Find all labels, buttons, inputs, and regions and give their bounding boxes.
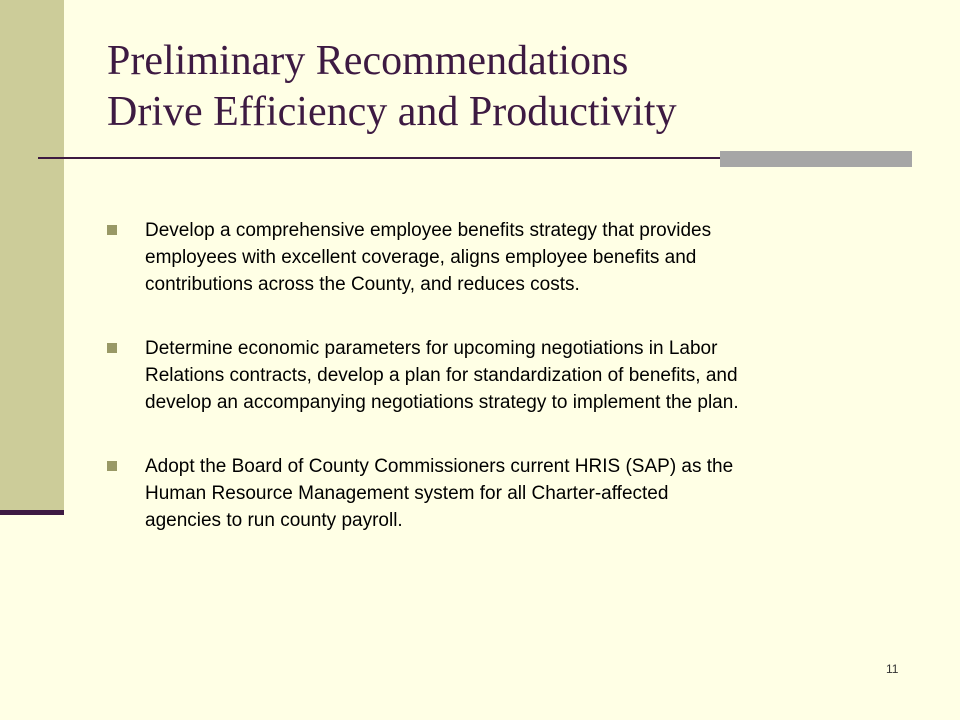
- bullet-line: employees with excellent coverage, aligns employee benefits and: [145, 247, 697, 268]
- bullet-item-benefits-strategy: [107, 217, 907, 298]
- bullet-item-negotiations: [107, 335, 907, 416]
- title-line-2: Drive Efficiency and Productivity: [107, 89, 677, 135]
- bullet-line: agencies to run county payroll.: [145, 510, 403, 531]
- bullet-line: Adopt the Board of County Commissioners current HRIS (SAP) as the: [145, 456, 734, 477]
- square-bullet-icon: [107, 461, 117, 471]
- bullet-item-hris: [107, 453, 907, 534]
- bullet-line: Develop a comprehensive employee benefits strategy that provides: [145, 220, 712, 241]
- bullet-line: Relations contracts, develop a plan for standardization of benefits, and: [145, 365, 738, 386]
- title-line-1: Preliminary Recommendations: [107, 38, 629, 84]
- bullet-line: Human Resource Management system for all Charter-affected: [145, 483, 669, 504]
- square-bullet-icon: [107, 225, 117, 235]
- slide-title: [107, 36, 677, 138]
- left-band-rule: [0, 510, 64, 515]
- bullet-line: develop an accompanying negotiations strategy to implement the plan.: [145, 392, 739, 413]
- page-number: 11: [886, 662, 899, 676]
- left-decorative-band: [0, 0, 64, 512]
- bullet-line: contributions across the County, and reduces costs.: [145, 274, 580, 295]
- bullet-list: [107, 217, 907, 571]
- bullet-line: Determine economic parameters for upcoming negotiations in Labor: [145, 338, 718, 359]
- title-accent-bar: [720, 151, 912, 167]
- square-bullet-icon: [107, 343, 117, 353]
